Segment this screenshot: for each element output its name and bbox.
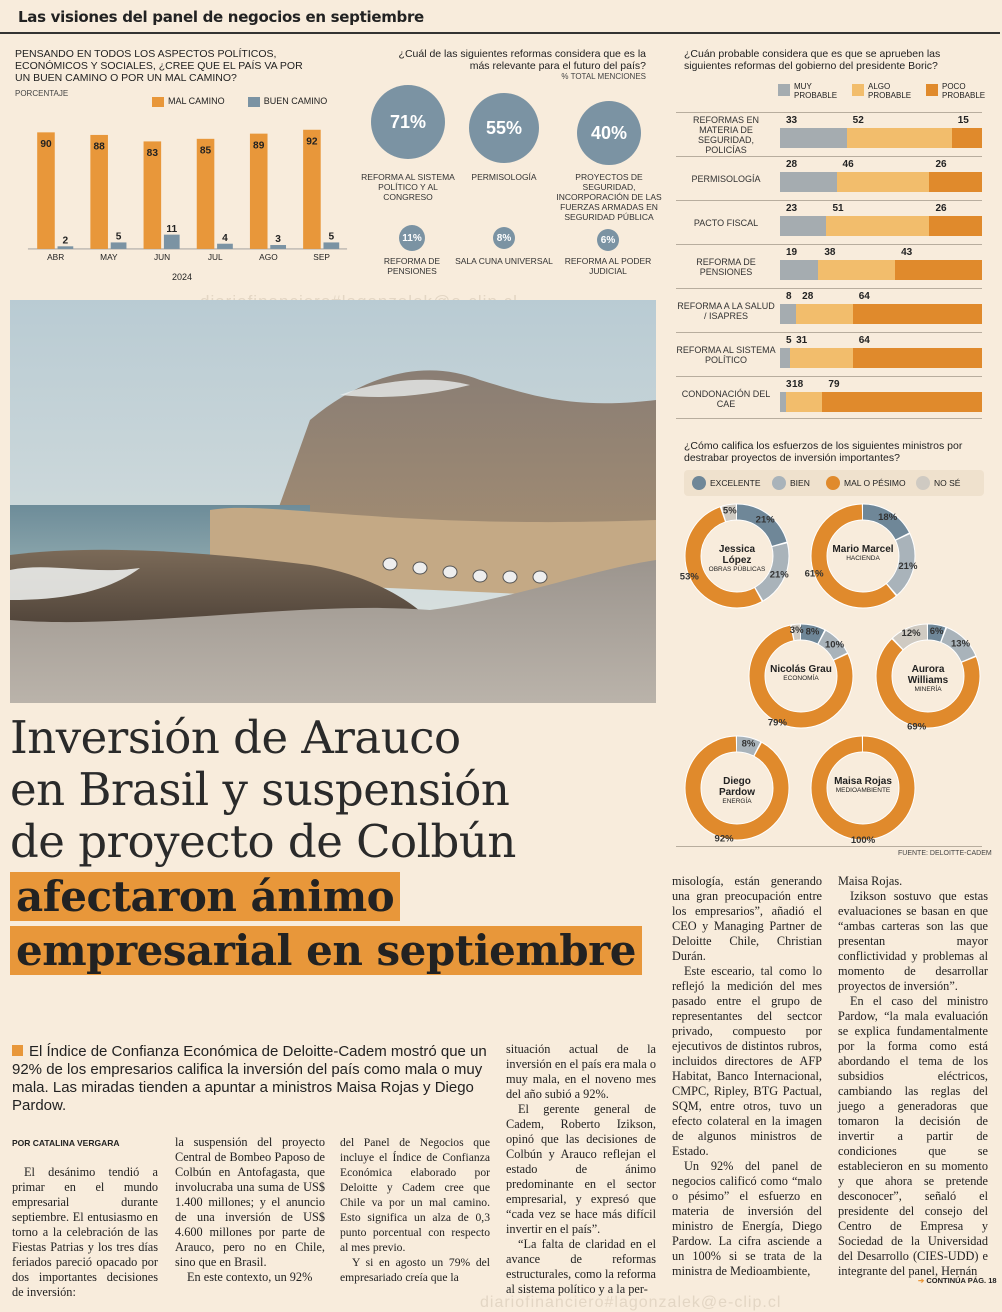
legend-mal-swatch (152, 97, 164, 107)
stack-bar-segment (837, 172, 930, 192)
stack-bar-value: 8 (786, 291, 792, 302)
minister-role: HACIENDA (846, 555, 880, 562)
stack-legend-label: ALGO PROBABLE (868, 82, 912, 100)
stack-row-label: PACTO FISCAL (693, 218, 759, 228)
donut-value: 10% (825, 639, 845, 651)
stack-row-divider (676, 156, 982, 157)
bubble-label: REFORMA AL PODER JUDICIAL (564, 256, 652, 276)
chart3-question: ¿Cuán probable considera que es que se aprueben las siguientes reformas del gobierno del presidente Boric? (684, 48, 941, 72)
donut-legend-dot (692, 476, 706, 490)
bar-category-label: JUL (207, 252, 223, 262)
col6-paragraph-c: En el caso del ministro Pardow, “la mala evaluación se explica fundamentalmente por la forma como está abordando el tema de los subsidios eléctricos, cambiando las reglas del juego a generadoras que tomaron la decisión de invertir a partir de condiciones que se establecieron en su momento y que ahora se pretende desconocer”, señaló el presidente del consejo del Centro de Empresa y Sociedad de la Universidad del Desarrollo (CIES-UDD) e integrante del panel, Hernán (838, 994, 988, 1278)
donut-legend-dot (826, 476, 840, 490)
stack-row-label-box (676, 338, 776, 372)
stack-bar-value: 26 (935, 159, 947, 170)
donut-center (705, 776, 769, 805)
stack-row-divider (676, 332, 982, 333)
donut-value: 8% (741, 738, 756, 750)
bubble-value: 8% (493, 227, 515, 249)
minister-role: OBRAS PÚBLICAS (708, 566, 766, 573)
body-column-6 (838, 874, 988, 1279)
col2-paragraph-a: la suspensión del proyecto Central de Bombeo Paposo de Colbún en Antofagasta, que involucraba una suma de US$ 1.400 millones; y el anuncio de una inversión de US$ 4.600 millones por parte de Arauco, pero no en Chile, sino que en Brasil. (175, 1135, 325, 1269)
bar-mal-value: 90 (40, 139, 52, 151)
chart4-question: ¿Cómo califica los esfuerzos de los siguientes ministros por destrabar proyectos de inversión importantes? (684, 440, 963, 464)
donut-value: 61% (804, 568, 824, 580)
stack-bar-value: 33 (786, 115, 798, 126)
chart1-legend (152, 96, 327, 107)
donut-value: 92% (714, 833, 734, 845)
bar-category-label: MAY (100, 252, 118, 262)
chart1-question: PENSANDO EN TODOS LOS ASPECTOS POLÍTICOS, ECONÓMICOS Y SOCIALES, ¿CREE QUE EL PAÍS VA POR UN BUEN CAMINO O POR UN MAL CAMINO? (15, 48, 303, 84)
bar-buen-value: 5 (115, 231, 122, 243)
stack-bar-segment (929, 172, 982, 192)
lead-text: El Índice de Confianza Económica de Deloitte-Cadem mostró que un 92% de los empresarios califica la inversión del país como mala o muy mala. Las miradas tienden a apuntar a ministros Maisa Rojas y Diego Pardow. (12, 1043, 487, 1114)
minister-role: MEDIOAMBIENTE (835, 787, 891, 794)
donut-value: 5% (722, 505, 737, 517)
stack-legend-swatch (926, 84, 938, 96)
lead-paragraph (12, 1043, 492, 1115)
stack-bar-value: 46 (842, 159, 854, 170)
col5-paragraph-b: Este esceario, tal como lo reflejó la medición del mes pasado entre el grupo de representantes del sectcor privado, compuesto por ejecutivos de distintos rubros, incluidos directores de AFP Habitat, Banco Internacional, CMPC, Ripley, BTG Pactual, SQM, entre otros, tuvo un efecto colateral en la imagen de algunos ministros de Estado. (672, 964, 822, 1158)
bar-buen-camino (217, 244, 233, 249)
chart4-legend (684, 470, 984, 496)
stack-bar-segment (826, 216, 929, 236)
donut-value: 6% (929, 625, 944, 637)
stack-bar-segment (790, 348, 853, 368)
stack-bar-segment (780, 304, 796, 324)
stack-bar-value: 52 (852, 115, 864, 126)
bar-buen-camino (323, 242, 339, 248)
stack-bar-value: 19 (786, 247, 798, 258)
headline-line3: de proyecto de Colbún (10, 815, 516, 868)
col1-paragraph: El desánimo tendió a primar en el mundo empresarial durante septiembre. El entusiasmo en torno a la celebración de las Fiestas Patrias y los tres días feriados pareció opacado por dos importantes decisiones de inversión: (12, 1165, 158, 1299)
donut-value: 13% (951, 638, 971, 650)
stack-bar-value: 23 (786, 203, 798, 214)
legend-buen-label: BUEN CAMINO (263, 96, 328, 106)
continue-note (918, 1276, 997, 1285)
section-header (0, 0, 1000, 34)
stack-row-divider (676, 200, 982, 201)
donut-center (705, 544, 769, 573)
legend-buen-swatch (248, 97, 260, 107)
donut-value: 3% (789, 625, 804, 637)
stack-bar-segment (822, 392, 982, 412)
stack-bar-value: 28 (786, 159, 798, 170)
photo-illustration (10, 300, 656, 703)
bar-mal-value: 85 (199, 145, 212, 157)
donut-center (831, 544, 895, 562)
bar-buen-value: 2 (62, 235, 69, 247)
bar-buen-camino (58, 246, 74, 249)
chart4-bottom-rule (676, 846, 982, 847)
donut-legend-label: EXCELENTE (710, 478, 761, 488)
donut-legend-dot (916, 476, 930, 490)
bubble-label: REFORMA AL SISTEMA POLÍTICO Y AL CONGRESO (361, 172, 455, 202)
continue-label: CONTINÚA PÁG. 18 (926, 1276, 997, 1285)
bar-buen-value: 3 (275, 234, 281, 246)
stack-row-divider (676, 288, 982, 289)
stack-bar-value: 18 (792, 379, 804, 390)
chart1-unit: PORCENTAJE (15, 89, 69, 98)
stack-bar-value: 38 (824, 247, 836, 258)
bubble-label: REFORMA DE PENSIONES (383, 256, 441, 276)
donut-center (831, 776, 895, 794)
donut-center (896, 664, 960, 693)
donut-value: 69% (907, 721, 927, 733)
stack-bar-value: 64 (858, 291, 870, 302)
stack-row-label: CONDONACIÓN DEL CAE (681, 389, 771, 409)
donut-legend-label: BIEN (790, 478, 810, 488)
bubble-label: SALA CUNA UNIVERSAL (455, 256, 553, 266)
stack-bar-segment (780, 128, 847, 148)
stack-row-label: REFORMAS EN MATERIA DE SEGURIDAD, POLICÍAS (692, 115, 759, 155)
legend-mal-label: MAL CAMINO (168, 96, 225, 106)
col5-paragraph-a: misología, están generando una gran preocupación entre los empresarios”, añadió el CEO y Managing Partner de Deloitte Chile, Christian Durán. (672, 874, 822, 963)
stack-bar-segment (952, 128, 982, 148)
bar-mal-camino (303, 130, 321, 249)
col6-paragraph-a: Maisa Rojas. (838, 874, 903, 888)
donut-value: 12% (901, 628, 921, 640)
headline (10, 712, 670, 976)
stack-bar-segment (853, 304, 982, 324)
stack-row-label-box (676, 382, 776, 416)
minister-name: Nicolás Grau (770, 664, 832, 675)
donut-legend-dot (772, 476, 786, 490)
stack-bar-segment (780, 216, 826, 236)
donut-value: 100% (850, 835, 876, 846)
stack-bar-segment (780, 348, 790, 368)
minister-name: Diego Pardow (718, 776, 756, 798)
chart1-year: 2024 (172, 272, 193, 282)
minister-role: ENERGÍA (722, 798, 752, 805)
bar-category-label: SEP (313, 252, 330, 262)
stack-bar-segment (929, 216, 982, 236)
bar-chart (15, 112, 360, 260)
headline-line2: en Brasil y suspensión (10, 763, 510, 816)
headline-line4: afectaron ánimo (10, 872, 400, 921)
minister-name: Jessica López (718, 544, 756, 566)
stack-bar-segment (780, 172, 837, 192)
donut-center (769, 664, 833, 682)
stack-bar-value: 28 (802, 291, 814, 302)
bar-mal-value: 92 (306, 136, 318, 148)
bar-mal-value: 89 (253, 140, 265, 152)
landscape-photo (10, 300, 656, 703)
stack-legend-label: POCO PROBABLE (942, 82, 986, 100)
bar-category-label: AGO (259, 252, 278, 262)
stack-row-divider (676, 376, 982, 377)
stack-legend-swatch (778, 84, 790, 96)
body-column-4 (506, 1042, 656, 1297)
donut-value: 18% (878, 512, 898, 524)
chart4-source: FUENTE: DELOITTE-CADEM (898, 850, 992, 857)
stack-row-label: REFORMA AL SISTEMA POLÍTICO (676, 345, 776, 365)
minister-role: MINERÍA (914, 686, 942, 693)
donut-value: 21% (755, 514, 775, 526)
chart2-unit: % TOTAL MENCIONES (561, 72, 646, 81)
chart2-question: ¿Cuál de las siguientes reformas considera que es la más relevante para el futuro del país? (398, 48, 646, 72)
bar-buen-value: 5 (328, 231, 335, 243)
stack-row-label-box (676, 206, 776, 240)
stack-row-label: REFORMA A LA SALUD / ISAPRES (677, 301, 775, 321)
bubble-label: PROYECTOS DE SEGURIDAD, INCORPORACIÓN DE LAS FUERZAS ARMADAS EN SEGURIDAD PÚBLICA (556, 172, 662, 222)
watermark-bottom: diariofinanciero#lagonzalek@e-clip.cl (480, 1294, 782, 1311)
donut-legend-label: NO SÉ (934, 478, 961, 488)
col3-paragraph-b: Y si en agosto un 79% del empresariado creía que la (340, 1256, 490, 1284)
stack-bar-value: 3 (786, 379, 792, 390)
col2-paragraph-b: En este contexto, un 92% (187, 1270, 313, 1284)
stack-bar-value: 51 (832, 203, 844, 214)
minister-name: Aurora Williams (907, 664, 949, 686)
section-title: Las visiones del panel de negocios en septiembre (18, 8, 424, 26)
bar-category-label: JUN (153, 252, 171, 262)
byline: POR CATALINA VERGARA (12, 1138, 120, 1148)
stack-bar-segment (818, 260, 895, 280)
stack-row-label: REFORMA DE PENSIONES (696, 257, 756, 277)
stack-row-label-box (676, 162, 776, 196)
lead-bullet-icon (12, 1045, 23, 1056)
stack-bar-value: 5 (786, 335, 792, 346)
col5-paragraph-c: Un 92% del panel de negocios calificó como “malo o pésimo” el esfuerzo en materia de inversión del ministro de Energía, Diego Pardow. La cifra asciende a un 100% si se trata de la ministra de Medioambiente, (672, 1159, 822, 1278)
stack-bar-segment (780, 260, 818, 280)
col4-paragraph-a: situación actual de la inversión en el país era mala o muy mala, en el noveno mes del año subió a 92%. (506, 1042, 656, 1101)
donut-legend-label: MAL O PÉSIMO (844, 478, 906, 488)
stack-row-label-box (676, 250, 776, 284)
stack-row-label: PERMISOLOGÍA (691, 174, 761, 184)
col4-paragraph-c: “La falta de claridad en el avance de reformas estructurales, como la reforma al sistema político y a la per- (506, 1237, 656, 1296)
donut-value: 79% (767, 717, 787, 729)
col6-paragraph-b: Izikson sostuvo que estas evaluaciones se basan en que “ambas carteras son las que presentan mayor conflictividad y problemas al momento de desarrollar proyectos de inversión”. (838, 889, 988, 993)
stack-row-divider (676, 112, 982, 113)
bar-buen-camino (164, 235, 180, 249)
bar-mal-value: 88 (93, 141, 105, 153)
stack-bar-segment (786, 392, 822, 412)
stack-bar-segment (895, 260, 982, 280)
bubble-value: 11% (399, 225, 425, 251)
stack-bar-value: 15 (957, 115, 969, 126)
stack-row-divider (676, 418, 982, 419)
stack-legend-swatch (852, 84, 864, 96)
bar-buen-camino (111, 242, 127, 248)
bubble-value: 71% (371, 85, 445, 159)
minister-name: Mario Marcel (832, 544, 894, 555)
minister-name: Maisa Rojas (834, 776, 892, 787)
stack-bar-value: 26 (935, 203, 947, 214)
donut-value: 8% (805, 626, 820, 638)
minister-role: ECONOMÍA (783, 675, 819, 682)
stack-bar-segment (847, 128, 952, 148)
stack-bar-segment (796, 304, 853, 324)
body-column-1 (12, 1165, 158, 1300)
donut-value: 21% (769, 569, 789, 581)
stack-bar-value: 31 (796, 335, 808, 346)
bubble-value: 6% (597, 229, 619, 251)
arrow-right-icon: ➔ (918, 1276, 925, 1285)
bar-mal-value: 83 (146, 148, 158, 160)
bar-category-label: ABR (47, 252, 65, 262)
stack-row-label-box (676, 115, 776, 155)
bubble-value: 40% (577, 101, 641, 165)
body-column-5 (672, 874, 822, 1279)
bubble-label: PERMISOLOGÍA (471, 172, 537, 182)
stack-legend-label: MUY PROBABLE (794, 82, 838, 100)
body-column-3 (340, 1135, 490, 1285)
headline-line1: Inversión de Arauco (10, 711, 461, 764)
stack-row-label-box (676, 294, 776, 328)
body-column-2 (175, 1135, 325, 1285)
donut-value: 21% (898, 561, 918, 573)
donut-value: 53% (679, 571, 699, 583)
col3-paragraph-a: del Panel de Negocios que incluye el Índice de Confianza Económica elaborado por Deloitte y Cadem cree que Chile va por un mal camino. Esto significa un alza de 0,3 punto porcentual con respecto al mes previo. (340, 1136, 490, 1254)
stack-row-divider (676, 244, 982, 245)
headline-line5: empresarial en septiembre (10, 926, 642, 975)
stack-bar-segment (853, 348, 982, 368)
col4-paragraph-b: El gerente general de Cadem, Roberto Izikson, opinó que las decisiones de Colbún y Arauco reflejan el estado de ánimo predominante en el sector empresarial, y expresó que “cada vez se hace más difícil invertir en el país”. (506, 1102, 656, 1236)
bar-buen-value: 11 (166, 223, 178, 235)
bubble-value: 55% (469, 93, 539, 163)
stack-bar-value: 79 (828, 379, 840, 390)
stack-bar-value: 64 (858, 335, 870, 346)
bar-buen-value: 4 (222, 232, 228, 244)
stack-bar-value: 43 (901, 247, 913, 258)
bar-buen-camino (270, 245, 286, 249)
